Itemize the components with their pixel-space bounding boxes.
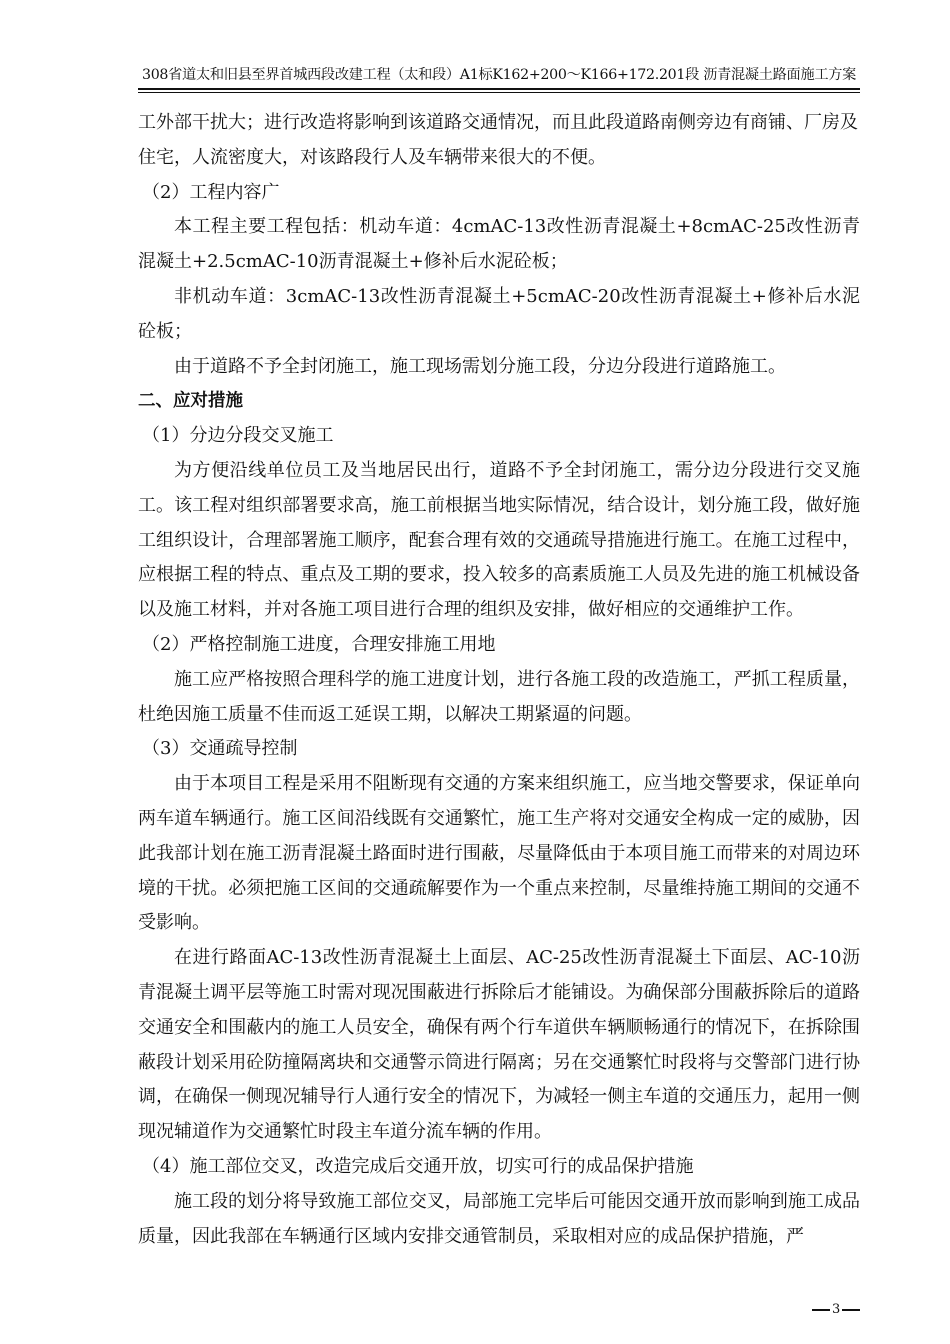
header-rule-thin xyxy=(138,92,860,93)
subheading: （1）分边分段交叉施工 xyxy=(142,425,334,447)
subheading: （4）施工部位交叉，改造完成后交通开放，切实可行的成品保护措施 xyxy=(142,1155,694,1177)
subheading: （3）交通疏导控制 xyxy=(142,738,298,760)
footer-dash-left xyxy=(812,1309,830,1311)
body-paragraph: 施工应严格按照合理科学的施工进度计划，进行各施工段的改造施工，严抓工程质量，杜绝因施工质量不佳而返工延误工期，以解决工期紧逼的问题。 xyxy=(138,668,860,725)
body-paragraph: 为方便沿线单位员工及当地居民出行，道路不予全封闭施工，需分边分段进行交叉施工。该工程对组织部署要求高，施工前根据当地实际情况，结合设计，划分施工段，做好施工组织设计，合理部署施工顺序，配套合理有效的交通疏导措施进行施工。在施工过程中，应根据工程的特点、重点及工期的要求，投入较多的高素质施工人员及先进的施工机械设备以及施工材料，并对各施工项目进行合理的组织及安排，做好相应的交通维护工作。 xyxy=(138,459,860,621)
page-footer xyxy=(812,1302,860,1317)
running-header: 308省道太和旧县至界首城西段改建工程（太和段）A1标K162+200～K166+172.201段 沥青混凝土路面施工方案 xyxy=(141,67,856,83)
header-rule-thick xyxy=(138,88,860,90)
body-paragraph: 在进行路面AC-13改性沥青混凝土上面层、AC-25改性沥青混凝土下面层、AC-10沥青混凝土调平层等施工时需对现况围蔽进行拆除后才能铺设。为确保部分围蔽拆除后的道路交通安全和围蔽内的施工人员安全，确保有两个行车道供车辆顺畅通行的情况下，在拆除围蔽段计划采用砼防撞隔离块和交通警示筒进行隔离；另在交通繁忙时段将与交警部门进行协调，在确保一侧现况辅导行人通行安全的情况下，为减轻一侧主车道的交通压力，起用一侧现况辅道作为交通繁忙时段主车道分流车辆的作用。 xyxy=(138,947,860,1143)
section-heading: 二、应对措施 xyxy=(138,391,243,412)
continuation-paragraph: 工外部干扰大；进行改造将影响到该道路交通情况，而且此段道路南侧旁边有商铺、厂房及住宅，人流密度大，对该路段行人及车辆带来很大的不便。 xyxy=(138,112,858,168)
body-paragraph: 本工程主要工程包括：机动车道：4cmAC-13改性沥青混凝土+8cmAC-25改性沥青混凝土+2.5cmAC-10沥青混凝土+修补后水泥砼板； xyxy=(138,216,860,273)
body-paragraph: 由于道路不予全封闭施工，施工现场需划分施工段，分边分段进行道路施工。 xyxy=(174,355,786,377)
body-paragraph: 施工段的划分将导致施工部位交叉，局部施工完毕后可能因交通开放而影响到施工成品质量，因此我部在车辆通行区域内安排交通管制员，采取相对应的成品保护措施，严 xyxy=(138,1190,860,1247)
footer-dash-right xyxy=(842,1309,860,1311)
body-paragraph: 非机动车道：3cmAC-13改性沥青混凝土+5cmAC-20改性沥青混凝土+修补后水泥砼板； xyxy=(138,285,860,342)
subheading: （2）严格控制施工进度，合理安排施工用地 xyxy=(142,633,496,655)
page-number: 3 xyxy=(832,1302,841,1317)
document-body xyxy=(138,106,860,1254)
subheading: （2）工程内容广 xyxy=(142,181,280,203)
body-paragraph: 由于本项目工程是采用不阻断现有交通的方案来组织施工，应当地交警要求，保证单向两车道车辆通行。施工区间沿线既有交通繁忙，施工生产将对交通安全构成一定的威胁，因此我部计划在施工沥青混凝土路面时进行围蔽，尽量降低由于本项目施工而带来的对周边环境的干扰。必须把施工区间的交通疏解要作为一个重点来控制，尽量维持施工期间的交通不受影响。 xyxy=(138,773,860,934)
